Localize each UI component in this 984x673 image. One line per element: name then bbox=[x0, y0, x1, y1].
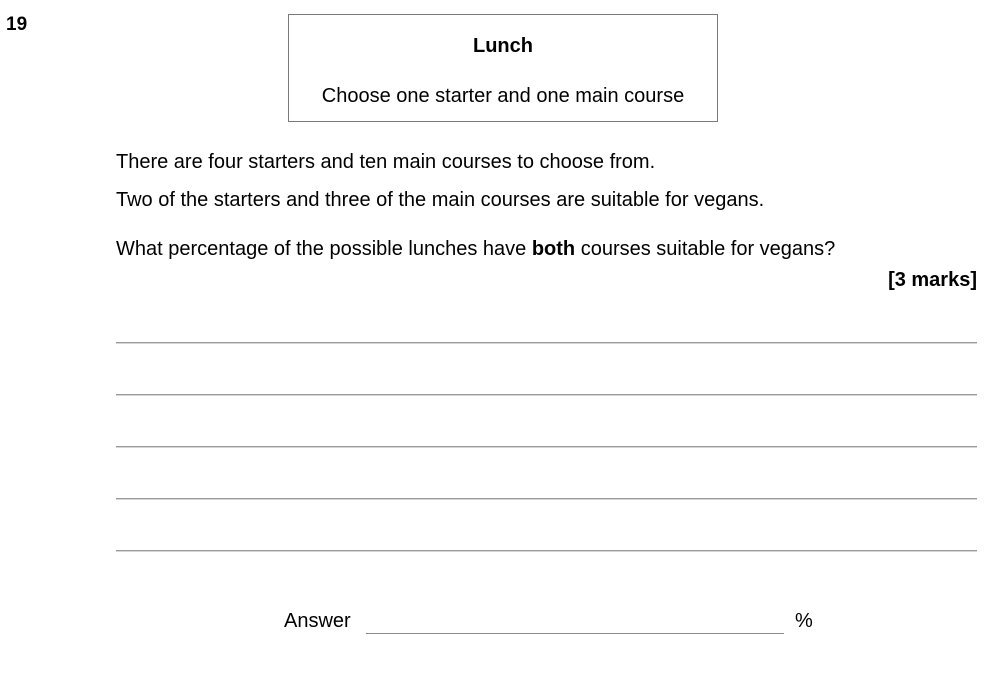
answer-unit: % bbox=[795, 610, 813, 632]
marks-label: [3 marks] bbox=[888, 269, 977, 291]
question-text-line-2: Two of the starters and three of the main courses are suitable for vegans. bbox=[116, 189, 765, 211]
prompt-end: courses suitable for vegans? bbox=[575, 238, 836, 260]
working-line[interactable] bbox=[116, 550, 977, 552]
menu-instruction: Choose one starter and one main course bbox=[321, 85, 685, 107]
working-line[interactable] bbox=[116, 394, 977, 396]
working-line[interactable] bbox=[116, 446, 977, 448]
answer-label: Answer bbox=[284, 610, 351, 632]
question-text-line-1: There are four starters and ten main courses to choose from. bbox=[116, 151, 656, 173]
prompt-start: What percentage of the possible lunches have bbox=[116, 238, 532, 260]
menu-title: Lunch bbox=[473, 35, 533, 57]
question-prompt bbox=[116, 238, 835, 261]
lunch-menu-box bbox=[288, 14, 718, 122]
answer-input-line[interactable] bbox=[366, 633, 784, 634]
question-number: 19 bbox=[6, 14, 28, 35]
working-line[interactable] bbox=[116, 498, 977, 500]
working-line[interactable] bbox=[116, 342, 977, 344]
prompt-emphasis: both bbox=[531, 238, 576, 260]
